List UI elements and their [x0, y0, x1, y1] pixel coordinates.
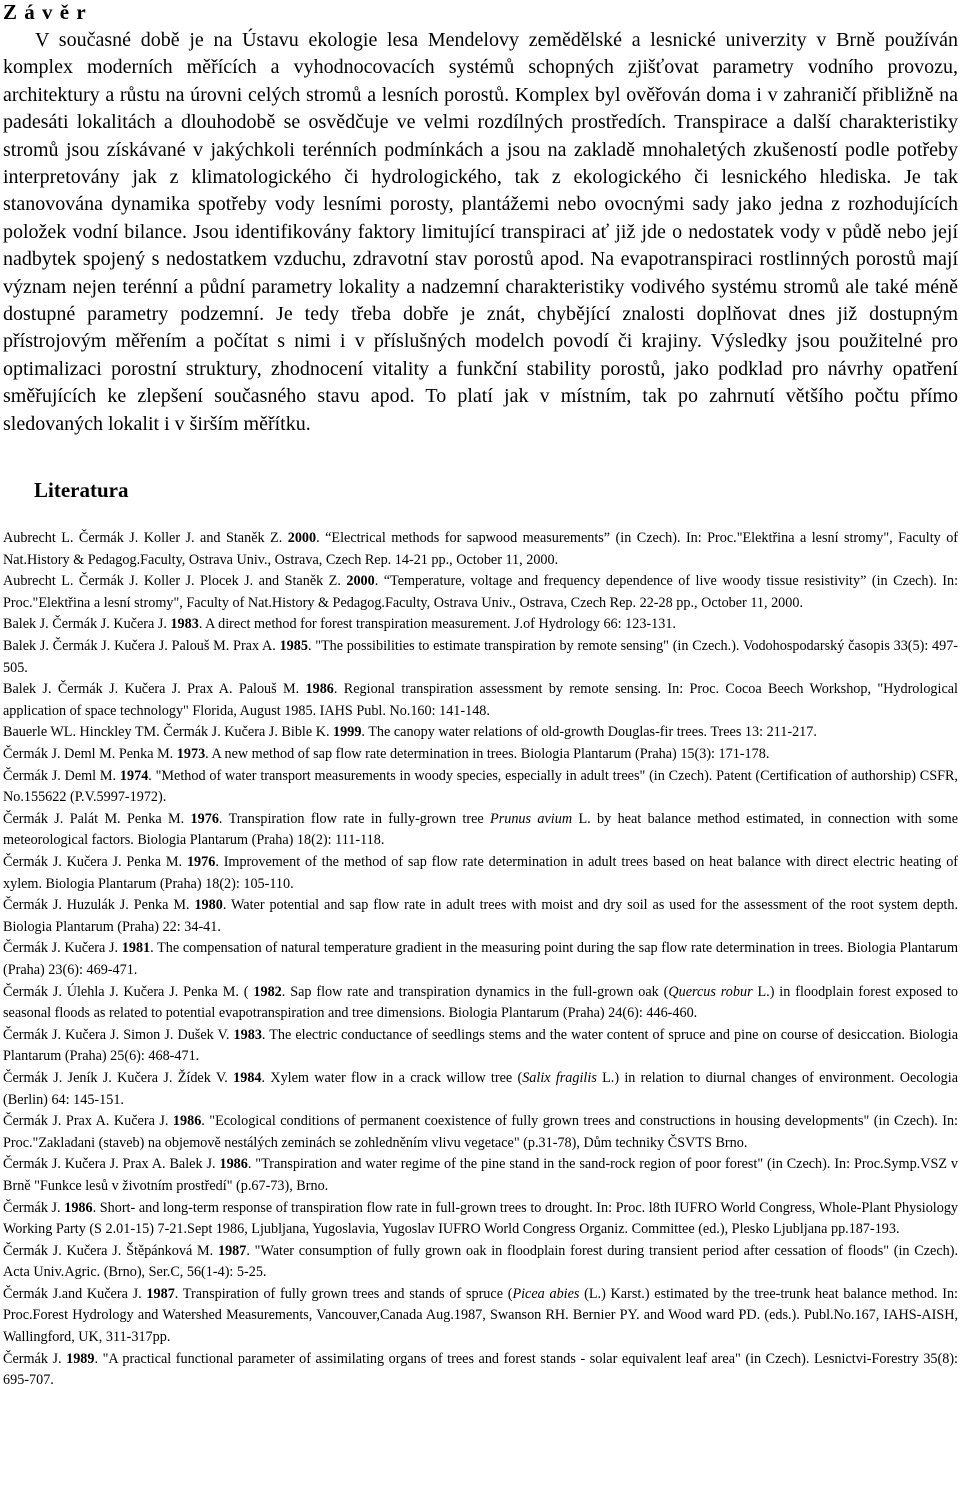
reference-year: 1981	[121, 940, 151, 957]
reference-item	[3, 982, 958, 1025]
reference-authors: Čermák J. Huzulák J. Penka M.	[3, 897, 190, 914]
reference-text: . The compensation of natural temperature gradient in the measuring point during the sap flow rate determination in trees. Biologia Plantarum (Praha) 23(6): 469-471.	[3, 940, 958, 978]
reference-authors: Čermák J. Kučera J. Penka M.	[3, 854, 183, 870]
conclusion-sentence: V současné době je na Ústavu ekologie lesa Mendelovy zemědělské a lesnické univerzity v Brně používán komplex moderních měřících a vyhodnocovacích systémů schopných zjišťovat parametry vodního provozu, architektury a růstu na úrovni celých stromů a lesních porostů.	[3, 29, 958, 106]
reference-text: . "Method of water transport measurements in woody species, especially in adult trees" (in Czech). Patent (Certification of authorship) CSFR, No.155622 (P.V.5997-1972).	[3, 767, 958, 806]
reference-item	[3, 1154, 958, 1197]
reference-authors: Čermák J. Jeník J. Kučera J. Žídek V.	[3, 1069, 228, 1086]
conclusion-sentence: To platí jak v místním, tak po zahrnutí většího počtu přímo sledovaných lokalit i v širším měřítku.	[3, 385, 959, 435]
reference-text-cont: L.) in relation to diurnal changes of environment. Oecologia (Berlin) 64: 145-151.	[3, 1069, 959, 1108]
reference-authors: Balek J. Čermák J. Kučera J. Palouš M. Prax A.	[3, 638, 276, 655]
reference-year: 1976	[190, 810, 219, 827]
literature-heading: Literatura	[34, 478, 129, 503]
reference-item	[3, 614, 958, 636]
reference-authors: Čermák J. Kučera J. Simon J. Dušek V.	[3, 1026, 230, 1043]
reference-item	[3, 1349, 958, 1392]
reference-year: 1986	[172, 1113, 202, 1130]
reference-text: . “Temperature, voltage and frequency dependence of live woody tissue resistivity” (in Czech). In: Proc."Elektřina a lesní stromy", Faculty of Nat.History & Pedagog.Faculty, Ostrava Univ., Ostrava, Czech Rep. 22-28 pp., October 11, 2000.	[3, 573, 959, 611]
reference-species: Quercus robur	[668, 983, 753, 1000]
reference-text: . "Transpiration and water regime of the pine stand in the sand-rock region of poor forest" (in Czech). In: Proc.Symp.VSZ v Brně "Funkce lesů v životním prostředí" (p.67-73), Brno.	[3, 1156, 959, 1194]
reference-item	[3, 809, 958, 852]
reference-item	[3, 722, 958, 744]
reference-year: 1987	[146, 1285, 175, 1302]
reference-text-cont: L.) in floodplain forest exposed to seasonal floods as related to potential evapotranspiration and tree dimensions. Biologia Plantarum (Praha) 24(6): 446-460.	[3, 983, 959, 1022]
section-heading: Z á v ě r	[3, 0, 87, 24]
reference-authors: Čermák J.	[3, 1199, 61, 1216]
reference-authors: Čermák J. Kučera J. Štěpánková M.	[3, 1242, 214, 1259]
reference-text: . Water potential and sap flow rate in adult trees with moist and dry soil as used for the assessment of the root system depth. Biologia Plantarum (Praha) 22: 34-41.	[3, 897, 958, 935]
reference-text: . Short- and long-term response of transpiration flow rate in full-grown trees to drought. In: Proc. l8th IUFRO World Congress, Whole-Plant Physiology Working Party (S 2.01-15) 7-21.Sept 1986, Ljubljana, Yugoslavia, Yugoslav IUFRO World Congress Organiz. Committee (ed.), Plesko Ljubljana pp.187-193.	[3, 1199, 959, 1238]
reference-text: . Regional transpiration assessment by remote sensing. In: Proc. Cocoa Beech Workshop, "Hydrological application of space technology" Florida, August 1985. IAHS Publ. No.160: 141-148.	[3, 681, 959, 719]
reference-item	[3, 1198, 958, 1241]
reference-item	[3, 744, 958, 766]
reference-item	[3, 1025, 958, 1068]
reference-year: 2000	[346, 573, 375, 590]
reference-authors: Balek J. Čermák J. Kučera J.	[3, 616, 167, 633]
reference-text: . A new method of sap flow rate determination in trees. Biologia Plantarum (Praha) 15(3): 171-178.	[205, 746, 770, 763]
reference-authors: Balek J. Čermák J. Kučera J. Prax A. Palouš M.	[3, 681, 300, 698]
reference-item	[3, 1111, 958, 1154]
reference-year: 1980	[194, 897, 223, 914]
reference-text: . "Water consumption of fully grown oak in floodplain forest during transient period after cessation of floods" (in Czech). Acta Univ.Agric. (Brno), Ser.C, 56(1-4): 5-25.	[3, 1242, 959, 1281]
reference-text: . "Ecological conditions of permanent coexistence of fully grown trees and constructions in housing developments" (in Czech). In: Proc."Zakladani (staveb) na objemově nestálých zeminách se zohledněním vlivu vegetace" (p.31-78), Dům techniky ČSVTS Brno.	[3, 1113, 958, 1151]
reference-year: 1989	[66, 1350, 95, 1367]
reference-item	[3, 528, 958, 571]
reference-year: 1983	[170, 616, 199, 633]
reference-authors: Čermák J. Deml M. Penka M.	[3, 746, 174, 763]
conclusion-paragraph	[3, 27, 958, 438]
reference-year: 2000	[287, 530, 317, 547]
reference-item	[3, 1284, 958, 1349]
reference-text: . Xylem water flow in a crack willow tree (	[261, 1069, 523, 1086]
conclusion-sentence: Komplex byl ověřován doma i v zahraničí přibližně na padesáti lokalitách a dlouhodobě se osvědčuje ve velmi rozdílných prostředích.	[3, 83, 958, 134]
reference-text: . "The possibilities to estimate transpiration by remote sensing" (in Czech.). Vodohospodarský časopis 33(5): 497-505.	[3, 638, 959, 676]
reference-year: 1974	[119, 767, 149, 784]
reference-year: 1999	[333, 724, 362, 741]
conclusion-sentence: Jsou identifikovány faktory limitující transpiraci ať již jde o nedostatek vody v půdě nebo její nadbytek spojený s nedostatkem vzduchu, zdravotní stav porostů apod.	[3, 220, 958, 271]
reference-item	[3, 679, 958, 722]
reference-text: . "A practical functional parameter of assimilating organs of trees and forest stands - solar equivalent leaf area" (in Czech). Lesnictvi-Forestry 35(8): 695-707.	[3, 1350, 958, 1389]
reference-year: 1987	[217, 1242, 247, 1259]
reference-authors: Čermák J.and Kučera J.	[3, 1285, 142, 1302]
conclusion-sentence: Na evapotranspiraci rostlinných porostů mají význam nejen terénní a půdní parametry lokality a nadzemní charakteristiky vodivého systému stromů ale také méně dostupné parametry podzemní.	[3, 248, 958, 326]
reference-item	[3, 895, 958, 938]
conclusion-sentence: Je tedy třeba dobře je znát, chybějící znalosti doplňovat dnes již dostupným přístrojovým měřením a počítat s nimi i v příslušných modelch povodí či krajiny.	[3, 303, 959, 353]
reference-list	[3, 528, 958, 1392]
reference-authors: Čermák J. Deml M.	[3, 767, 117, 784]
reference-year: 1985	[279, 638, 308, 655]
reference-authors: Čermák J. Kučera J.	[3, 940, 119, 957]
reference-year: 1986	[305, 681, 334, 698]
reference-text: . A direct method for forest transpiration measurement. J.of Hydrology 66: 123-131.	[198, 616, 676, 633]
reference-authors: Čermák J. Úlehla J. Kučera J. Penka M. (	[3, 983, 249, 1000]
reference-text: . The electric conductance of seedlings stems and the water content of spruce and pine on course of desiccation. Biologia Plantarum (Praha) 25(6): 468-471.	[3, 1026, 958, 1065]
reference-authors: Čermák J. Kučera J. Prax A. Balek J.	[3, 1156, 216, 1173]
reference-item	[3, 571, 958, 614]
reference-text: . “Electrical methods for sapwood measurements” (in Czech). In: Proc."Elektřina a lesní stromy", Faculty of Nat.History & Pedagog.Faculty, Ostrava Univ., Ostrava, Czech Rep. 14-21 pp., October 11, 2000.	[3, 530, 959, 568]
reference-year: 1986	[64, 1199, 93, 1216]
reference-item	[3, 852, 958, 895]
reference-species: Picea abies	[512, 1285, 580, 1302]
reference-item	[3, 636, 958, 679]
conclusion-sentence: Výsledky jsou použitelné pro optimalizaci porostní struktury, zhodnocení vitality a funkční stability porostů, jako podklad pro návrhy opatření směřujících ke zlepšení současného stavu apod.	[3, 330, 958, 408]
reference-text: . Transpiration flow rate in fully-grown tree	[218, 810, 491, 827]
reference-item	[3, 1241, 958, 1284]
reference-year: 1983	[233, 1026, 262, 1043]
reference-year: 1986	[219, 1156, 248, 1173]
reference-item	[3, 766, 958, 809]
reference-text-cont: L. by heat balance method estimated, in connection with some meteorological factors. Biologia Plantarum (Praha) 18(2): 111-118.	[3, 810, 958, 849]
reference-authors: Čermák J.	[3, 1350, 62, 1367]
reference-text: . Improvement of the method of sap flow rate determination in adult trees based on heat balance with direct electric heating of xylem. Biologia Plantarum (Praha) 18(2): 105-110.	[3, 854, 959, 892]
reference-item	[3, 938, 958, 981]
reference-year: 1984	[233, 1069, 262, 1086]
reference-year: 1982	[253, 983, 282, 1000]
reference-text: . The canopy water relations of old-growth Douglas-fir trees. Trees 13: 211-217.	[361, 724, 817, 741]
reference-authors: Aubrecht L. Čermák J. Koller J. and Staněk Z.	[3, 530, 283, 547]
reference-item	[3, 1068, 958, 1111]
reference-year: 1973	[176, 746, 206, 763]
reference-text: . Sap flow rate and transpiration dynamics in the full-grown oak (	[281, 983, 669, 1000]
reference-authors: Bauerle WL. Hinckley TM. Čermák J. Kučera J. Bible K.	[3, 724, 330, 741]
conclusion-sentence: Je tak stanovována dynamika spotřeby vody lesními porosty, plantážemi nebo ovocnými sady jako jedna z rozhodujících položek vodní bilance.	[3, 166, 959, 243]
reference-species: Prunus avium	[490, 810, 573, 827]
reference-species: Salix fragilis	[522, 1069, 597, 1086]
reference-authors: Čermák J. Palát M. Penka M.	[3, 810, 185, 827]
reference-authors: Aubrecht L. Čermák J. Koller J. Plocek J. and Staněk Z.	[3, 573, 341, 590]
conclusion-sentence: Transpirace a další charakteristiky stromů jsou získávané v jakýchkoli terénních podmínkách a jsou na zakladě mnohaletých zkušeností podle potřeby interpretovány jak z klimatologického či hydrologického, tak z ekologického či lesnického hlediska.	[3, 111, 959, 189]
reference-text: . Transpiration of fully grown trees and stands of spruce (	[174, 1285, 513, 1302]
reference-authors: Čermák J. Prax A. Kučera J.	[3, 1113, 169, 1130]
reference-text-cont: (L.) Karst.) estimated by the tree-trunk heat balance method. In: Proc.Forest Hydrology and Watershed Measurements, Vancouver,Canada Aug.1987, Swanson RH. Bernier PY. and Wood ward PD. (eds.). Publ.No.167, IAHS-AISH, Wallingford, UK, 311-317pp.	[3, 1285, 958, 1346]
reference-year: 1976	[186, 854, 216, 870]
